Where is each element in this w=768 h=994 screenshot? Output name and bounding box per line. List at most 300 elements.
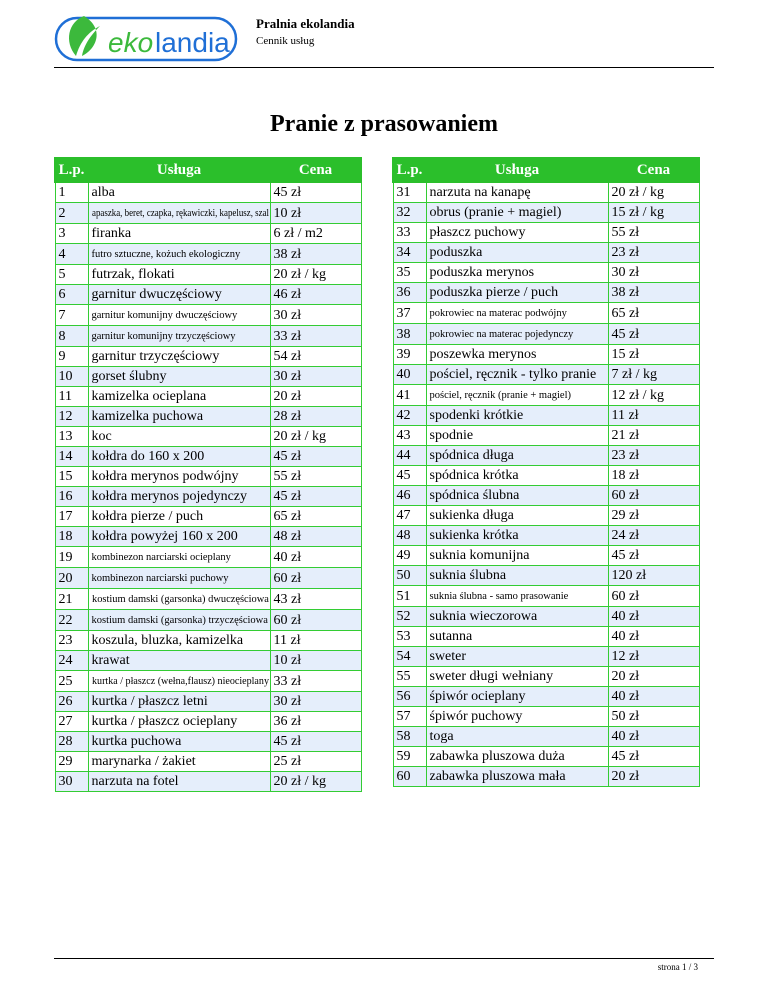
row-price: 50 zł xyxy=(608,707,699,727)
row-lp: 7 xyxy=(55,305,88,326)
table-row xyxy=(393,607,699,627)
row-lp: 44 xyxy=(393,446,426,466)
row-service xyxy=(426,263,608,283)
row-service xyxy=(426,283,608,303)
row-service xyxy=(426,566,608,586)
row-lp: 46 xyxy=(393,486,426,506)
row-service xyxy=(88,631,270,651)
table-row xyxy=(55,427,361,447)
service-label: kombinezon narciarski puchowy xyxy=(91,573,229,584)
service-label: kamizelka ocieplana xyxy=(91,389,207,404)
row-price: 45 zł xyxy=(608,546,699,566)
row-price: 55 zł xyxy=(270,467,361,487)
table-row xyxy=(55,244,361,265)
row-service xyxy=(88,507,270,527)
service-label: sutanna xyxy=(429,629,473,644)
table-row xyxy=(55,692,361,712)
service-label: apaszka, beret, czapka, rękawiczki, kapelusz, szal xyxy=(91,208,269,219)
row-lp: 56 xyxy=(393,687,426,707)
row-lp: 32 xyxy=(393,203,426,223)
service-label: marynarka / żakiet xyxy=(91,754,196,769)
row-service xyxy=(88,427,270,447)
row-price: 12 zł xyxy=(608,647,699,667)
service-label: kołdra do 160 x 200 xyxy=(91,449,205,464)
row-price: 55 zł xyxy=(608,223,699,243)
row-service xyxy=(88,387,270,407)
row-lp: 42 xyxy=(393,406,426,426)
row-price: 7 zł / kg xyxy=(608,365,699,385)
row-price: 15 zł xyxy=(608,345,699,365)
service-label: pościel, ręcznik (pranie + magiel) xyxy=(429,390,571,401)
table-row xyxy=(393,486,699,506)
table-row xyxy=(55,610,361,631)
row-lp: 43 xyxy=(393,426,426,446)
row-service xyxy=(88,589,270,610)
service-label: suknia komunijna xyxy=(429,548,530,563)
service-label: kurtka puchowa xyxy=(91,734,182,749)
table-row xyxy=(393,446,699,466)
service-label: kołdra merynos pojedynczy xyxy=(91,489,248,504)
row-price: 21 zł xyxy=(608,426,699,446)
service-label: poduszka merynos xyxy=(429,265,535,280)
table-row xyxy=(55,347,361,367)
row-service xyxy=(426,687,608,707)
table-row xyxy=(55,507,361,527)
service-label: kurtka / płaszcz letni xyxy=(91,694,208,709)
row-service xyxy=(426,303,608,324)
row-price: 40 zł xyxy=(608,607,699,627)
row-lp: 2 xyxy=(55,203,88,224)
service-label: pościel, ręcznik - tylko pranie xyxy=(429,367,597,382)
row-price: 20 zł xyxy=(608,767,699,787)
price-table-right xyxy=(392,157,700,787)
table-row xyxy=(393,627,699,647)
service-label: futrzak, flokati xyxy=(91,267,175,282)
table-row xyxy=(55,527,361,547)
row-lp: 5 xyxy=(55,265,88,285)
row-lp: 52 xyxy=(393,607,426,627)
column-header-service: Usługa xyxy=(88,158,270,182)
row-price: 38 zł xyxy=(270,244,361,265)
row-lp: 60 xyxy=(393,767,426,787)
row-service xyxy=(426,182,608,203)
service-label: futro sztuczne, kożuch ekologiczny xyxy=(91,249,241,260)
table-row xyxy=(55,182,361,203)
service-label: spódnica ślubna xyxy=(429,488,520,503)
row-price: 20 zł / kg xyxy=(608,182,699,203)
row-price: 20 zł / kg xyxy=(270,772,361,792)
row-price: 30 zł xyxy=(270,305,361,326)
row-price: 60 zł xyxy=(608,586,699,607)
page-header xyxy=(54,12,714,68)
row-service xyxy=(426,385,608,406)
row-service xyxy=(88,527,270,547)
row-service xyxy=(88,285,270,305)
row-service xyxy=(88,752,270,772)
row-price: 24 zł xyxy=(608,526,699,546)
row-price: 28 zł xyxy=(270,407,361,427)
row-service xyxy=(426,506,608,526)
row-service xyxy=(88,265,270,285)
table-row xyxy=(55,367,361,387)
row-lp: 57 xyxy=(393,707,426,727)
row-service xyxy=(426,223,608,243)
row-price: 40 zł xyxy=(608,727,699,747)
table-row xyxy=(55,407,361,427)
service-label: śpiwór ocieplany xyxy=(429,689,526,704)
row-price: 20 zł / kg xyxy=(270,427,361,447)
table-row xyxy=(393,526,699,546)
table-row xyxy=(55,387,361,407)
table-row xyxy=(55,467,361,487)
row-price: 18 zł xyxy=(608,466,699,486)
row-lp: 13 xyxy=(55,427,88,447)
service-label: kurtka / płaszcz ocieplany xyxy=(91,714,238,729)
service-label: kołdra powyżej 160 x 200 xyxy=(91,529,238,544)
footer-divider xyxy=(54,958,714,959)
price-table-left xyxy=(54,157,362,792)
row-price: 40 zł xyxy=(608,687,699,707)
row-lp: 10 xyxy=(55,367,88,387)
service-label: spódnica długa xyxy=(429,448,514,463)
service-label: garnitur komunijny dwuczęściowy xyxy=(91,310,238,321)
service-label: sukienka krótka xyxy=(429,528,519,543)
row-lp: 50 xyxy=(393,566,426,586)
table-row xyxy=(55,447,361,467)
row-service xyxy=(88,203,270,224)
row-service xyxy=(426,466,608,486)
row-price: 11 zł xyxy=(608,406,699,426)
row-service xyxy=(88,447,270,467)
row-price: 33 zł xyxy=(270,671,361,692)
table-row xyxy=(393,466,699,486)
service-label: płaszcz puchowy xyxy=(429,225,526,240)
row-lp: 11 xyxy=(55,387,88,407)
table-row xyxy=(55,712,361,732)
row-service xyxy=(426,446,608,466)
row-service xyxy=(88,224,270,244)
row-service xyxy=(88,367,270,387)
row-service xyxy=(88,772,270,792)
row-price: 15 zł / kg xyxy=(608,203,699,223)
page-title: Pranie z prasowaniem xyxy=(270,111,498,137)
service-label: zabawka pluszowa mała xyxy=(429,769,566,784)
table-row xyxy=(393,385,699,406)
row-lp: 25 xyxy=(55,671,88,692)
service-label: poduszka xyxy=(429,245,483,260)
row-service xyxy=(88,692,270,712)
svg-text:eko: eko xyxy=(108,27,154,58)
service-label: suknia ślubna - samo prasowanie xyxy=(429,591,569,602)
row-lp: 20 xyxy=(55,568,88,589)
service-label: sukienka długa xyxy=(429,508,514,523)
table-row xyxy=(55,203,361,224)
row-lp: 47 xyxy=(393,506,426,526)
table-row xyxy=(55,651,361,671)
row-lp: 48 xyxy=(393,526,426,546)
row-price: 30 zł xyxy=(608,263,699,283)
service-label: koc xyxy=(91,429,112,444)
row-service xyxy=(88,712,270,732)
table-row xyxy=(393,345,699,365)
row-service xyxy=(426,727,608,747)
table-row xyxy=(393,747,699,767)
row-lp: 29 xyxy=(55,752,88,772)
table-row xyxy=(393,506,699,526)
service-label: kołdra pierze / puch xyxy=(91,509,204,524)
service-label: firanka xyxy=(91,226,132,241)
table-row xyxy=(393,586,699,607)
row-lp: 58 xyxy=(393,727,426,747)
row-price: 20 zł xyxy=(608,667,699,687)
table-row xyxy=(55,224,361,244)
table-row xyxy=(55,326,361,347)
service-label: kombinezon narciarski ocieplany xyxy=(91,552,231,563)
row-lp: 19 xyxy=(55,547,88,568)
row-service xyxy=(88,568,270,589)
row-service xyxy=(426,707,608,727)
row-price: 30 zł xyxy=(270,692,361,712)
row-service xyxy=(88,651,270,671)
row-service xyxy=(88,732,270,752)
row-lp: 59 xyxy=(393,747,426,767)
row-service xyxy=(426,767,608,787)
table-row xyxy=(393,324,699,345)
row-service xyxy=(426,546,608,566)
row-lp: 40 xyxy=(393,365,426,385)
row-service xyxy=(426,365,608,385)
row-lp: 34 xyxy=(393,243,426,263)
row-lp: 49 xyxy=(393,546,426,566)
row-price: 10 zł xyxy=(270,651,361,671)
table-row xyxy=(55,671,361,692)
service-label: krawat xyxy=(91,653,130,668)
row-service xyxy=(88,547,270,568)
row-price: 45 zł xyxy=(270,487,361,507)
table-row xyxy=(393,546,699,566)
row-lp: 23 xyxy=(55,631,88,651)
company-subtitle: Cennik usług xyxy=(256,35,315,47)
row-price: 45 zł xyxy=(270,732,361,752)
table-row xyxy=(55,772,361,792)
service-label: zabawka pluszowa duża xyxy=(429,749,565,764)
service-label: pokrowiec na materac pojedynczy xyxy=(429,329,574,340)
row-price: 20 zł / kg xyxy=(270,265,361,285)
table-row xyxy=(55,305,361,326)
table-row xyxy=(55,265,361,285)
row-service xyxy=(88,347,270,367)
row-service xyxy=(426,426,608,446)
service-label: kostium damski (garsonka) dwuczęściowa xyxy=(91,594,269,605)
service-label: spodnie xyxy=(429,428,474,443)
table-row xyxy=(393,687,699,707)
row-lp: 33 xyxy=(393,223,426,243)
row-lp: 30 xyxy=(55,772,88,792)
row-service xyxy=(426,324,608,345)
service-label: pokrowiec na materac podwójny xyxy=(429,308,567,319)
service-label: suknia wieczorowa xyxy=(429,609,538,624)
row-lp: 55 xyxy=(393,667,426,687)
service-label: garnitur trzyczęściowy xyxy=(91,349,220,364)
row-lp: 38 xyxy=(393,324,426,345)
row-service xyxy=(426,667,608,687)
service-label: spódnica krótka xyxy=(429,468,519,483)
table-row xyxy=(55,568,361,589)
service-label: kołdra merynos podwójny xyxy=(91,469,239,484)
row-price: 11 zł xyxy=(270,631,361,651)
row-lp: 45 xyxy=(393,466,426,486)
row-lp: 51 xyxy=(393,586,426,607)
table-row xyxy=(393,203,699,223)
row-price: 12 zł / kg xyxy=(608,385,699,406)
row-price: 40 zł xyxy=(608,627,699,647)
service-label: sweter xyxy=(429,649,467,664)
row-lp: 35 xyxy=(393,263,426,283)
service-label: garnitur dwuczęściowy xyxy=(91,287,222,302)
row-service xyxy=(426,345,608,365)
table-header-row xyxy=(393,158,699,182)
service-label: kostium damski (garsonka) trzyczęściowa xyxy=(91,615,268,626)
column-header-lp: L.p. xyxy=(55,158,88,182)
row-lp: 37 xyxy=(393,303,426,324)
table-row xyxy=(393,182,699,203)
row-service xyxy=(88,305,270,326)
header-divider xyxy=(54,67,714,68)
row-price: 23 zł xyxy=(608,446,699,466)
row-service xyxy=(426,243,608,263)
row-price: 60 zł xyxy=(270,568,361,589)
service-label: kurtka / płaszcz (wełna,flausz) nieocieplany xyxy=(91,676,269,687)
row-service xyxy=(426,586,608,607)
page-number: strona 1 / 3 xyxy=(657,962,698,972)
row-price: 60 zł xyxy=(270,610,361,631)
table-row xyxy=(393,263,699,283)
ekolandia-logo xyxy=(54,12,240,64)
row-lp: 54 xyxy=(393,647,426,667)
row-lp: 41 xyxy=(393,385,426,406)
table-row xyxy=(55,547,361,568)
row-price: 45 zł xyxy=(608,324,699,345)
row-price: 38 zł xyxy=(608,283,699,303)
service-label: koszula, bluzka, kamizelka xyxy=(91,633,244,648)
service-label: garnitur komunijny trzyczęściowy xyxy=(91,331,236,342)
row-service xyxy=(88,407,270,427)
row-service xyxy=(426,627,608,647)
row-lp: 3 xyxy=(55,224,88,244)
table-row xyxy=(55,285,361,305)
row-service xyxy=(88,467,270,487)
row-service xyxy=(88,671,270,692)
table-row xyxy=(393,365,699,385)
row-lp: 17 xyxy=(55,507,88,527)
row-lp: 53 xyxy=(393,627,426,647)
row-service xyxy=(88,182,270,203)
column-header-price: Cena xyxy=(608,158,699,182)
row-lp: 6 xyxy=(55,285,88,305)
table-row xyxy=(55,631,361,651)
row-service xyxy=(426,647,608,667)
service-label: toga xyxy=(429,729,454,744)
row-lp: 4 xyxy=(55,244,88,265)
table-row xyxy=(55,752,361,772)
company-name: Pralnia ekolandia xyxy=(256,16,355,31)
row-lp: 39 xyxy=(393,345,426,365)
service-label: narzuta na kanapę xyxy=(429,185,531,200)
service-label: poszewka merynos xyxy=(429,347,537,362)
row-service xyxy=(426,747,608,767)
column-header-lp: L.p. xyxy=(393,158,426,182)
table-row xyxy=(393,767,699,787)
row-price: 54 zł xyxy=(270,347,361,367)
row-service xyxy=(426,486,608,506)
row-lp: 21 xyxy=(55,589,88,610)
row-price: 40 zł xyxy=(270,547,361,568)
row-lp: 1 xyxy=(55,182,88,203)
row-price: 120 zł xyxy=(608,566,699,586)
table-row xyxy=(55,589,361,610)
row-lp: 28 xyxy=(55,732,88,752)
table-row xyxy=(393,223,699,243)
row-lp: 24 xyxy=(55,651,88,671)
row-lp: 27 xyxy=(55,712,88,732)
row-service xyxy=(426,203,608,223)
row-lp: 15 xyxy=(55,467,88,487)
svg-text:landia: landia xyxy=(155,27,230,58)
row-price: 60 zł xyxy=(608,486,699,506)
row-service xyxy=(426,607,608,627)
row-price: 25 zł xyxy=(270,752,361,772)
row-lp: 8 xyxy=(55,326,88,347)
row-price: 29 zł xyxy=(608,506,699,526)
service-label: obrus (pranie + magiel) xyxy=(429,205,562,220)
service-label: gorset ślubny xyxy=(91,369,167,384)
table-row xyxy=(393,303,699,324)
table-header-row xyxy=(55,158,361,182)
table-row xyxy=(393,647,699,667)
service-label: kamizelka puchowa xyxy=(91,409,204,424)
row-price: 45 zł xyxy=(270,447,361,467)
row-price: 45 zł xyxy=(608,747,699,767)
row-price: 46 zł xyxy=(270,285,361,305)
row-price: 33 zł xyxy=(270,326,361,347)
row-price: 10 zł xyxy=(270,203,361,224)
row-price: 45 zł xyxy=(270,182,361,203)
table-row xyxy=(393,243,699,263)
row-price: 20 zł xyxy=(270,387,361,407)
service-label: sweter długi wełniany xyxy=(429,669,554,684)
row-lp: 18 xyxy=(55,527,88,547)
company-info xyxy=(256,16,355,48)
row-price: 48 zł xyxy=(270,527,361,547)
service-label: śpiwór puchowy xyxy=(429,709,523,724)
row-lp: 26 xyxy=(55,692,88,712)
row-price: 30 zł xyxy=(270,367,361,387)
row-price: 65 zł xyxy=(270,507,361,527)
table-row xyxy=(393,707,699,727)
service-label: suknia ślubna xyxy=(429,568,507,583)
row-lp: 12 xyxy=(55,407,88,427)
row-lp: 22 xyxy=(55,610,88,631)
table-row xyxy=(393,566,699,586)
table-row xyxy=(393,667,699,687)
row-price: 43 zł xyxy=(270,589,361,610)
row-service xyxy=(88,326,270,347)
service-label: spodenki krótkie xyxy=(429,408,524,423)
table-row xyxy=(55,487,361,507)
row-price: 36 zł xyxy=(270,712,361,732)
service-label: poduszka pierze / puch xyxy=(429,285,559,300)
row-price: 23 zł xyxy=(608,243,699,263)
